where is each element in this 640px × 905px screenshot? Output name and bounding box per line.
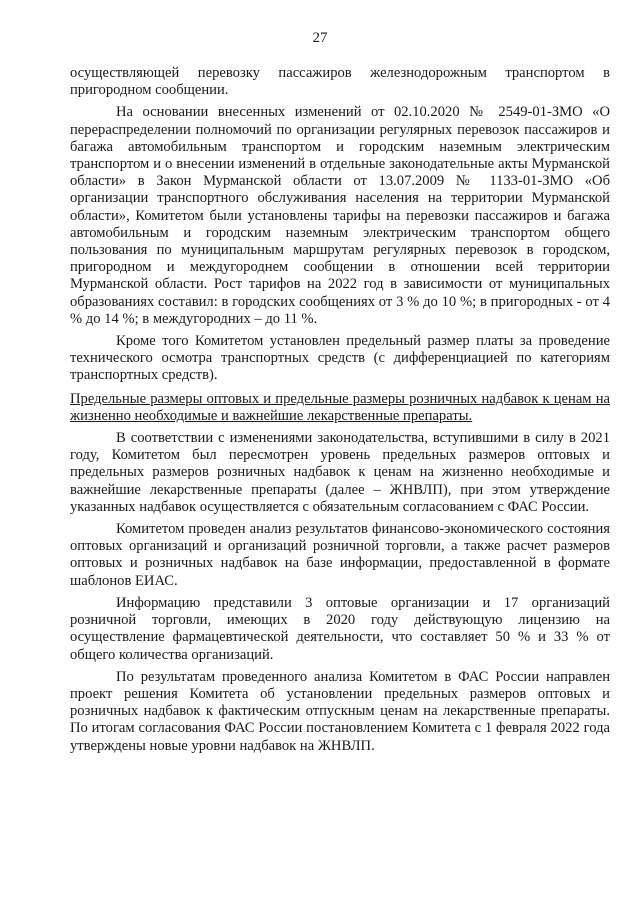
paragraph-legislation-changes: В соответствии с изменениями законодательства, вступившими в силу в 2021 году, Комитетом был пересмотрен уровень предельных размеров оптовых и предельных размеров розничных надбавок к ценам на жизненно необходимые и важнейшие лекарственные препараты (далее – ЖНВЛП), при этом утверждение указанных надбавок осуществляется с обязательным согласованием с ФАС России.: [70, 430, 610, 515]
document-body: [70, 65, 610, 760]
paragraph-results: По результатам проведенного анализа Комитетом в ФАС России направлен проект решения Комитета об установлении предельных размеров оптовых и розничных надбавок к фактическим отпускным ценам на лекарственные препараты. По итогам согласования ФАС России постановлением Комитета с 1 февраля 2022 года утверждены новые уровни надбавок на ЖНВЛП.: [70, 668, 610, 754]
paragraph-analysis: Комитетом проведен анализ результатов финансово-экономического состояния оптовых организаций и организаций розничной торговли, а также расчет размеров оптовых и розничных надбавок на базе информации, предоставленной в формате шаблонов ЕИАС.: [70, 521, 610, 589]
paragraph-continuation: осуществляющей перевозку пассажиров железнодорожным транспортом в пригородном сообщении.: [70, 65, 610, 99]
paragraph-information: Информацию представили 3 оптовые организации и 17 организаций розничной торговли, имеющих в 2020 году действующую лицензию на осуществление фармацевтической деятельности, что составляет 50 % и 33 % от общего количества организаций.: [70, 594, 610, 663]
section-heading-markups: Предельные размеры оптовых и предельные размеры розничных надбавок к ценам на жизненно необходимые и важнейшие лекарственные препараты.: [70, 390, 610, 424]
paragraph-tariffs: На основании внесенных изменений от 02.10.2020 № 2549-01-ЗМО «О перераспределении полномочий по организации регулярных перевозок пассажиров и багажа автомобильным транспортом и городским наземным электрическим транспортом и о внесении изменений в отдельные законодательные акты Мурманской области» в Закон Мурманской области от 13.07.2009 № 1133-01-ЗМО «Об организации транспортного обслуживания населения на территории Мурманской области», Комитетом были установлены тарифы на перевозки пассажиров и багажа автомобильным и городским наземным электрическим транспортом общего пользования по муниципальным маршрутам регулярных перевозок в городском, пригородном и междугороднем сообщении в отношении всей территории Мурманской области. Рост тарифов на 2022 год в зависимости от муниципальных образованиях составил: в городских сообщениях от 3 % до 10 %; в пригородных - от 4 % до 14 %; в междугородних – до 11 %.: [70, 104, 610, 327]
paragraph-inspection-fee: Кроме того Комитетом установлен предельный размер платы за проведение технического осмотра транспортных средств (с дифференциацией по категориям транспортных средств).: [70, 333, 610, 384]
page-number: 27: [312, 30, 328, 46]
